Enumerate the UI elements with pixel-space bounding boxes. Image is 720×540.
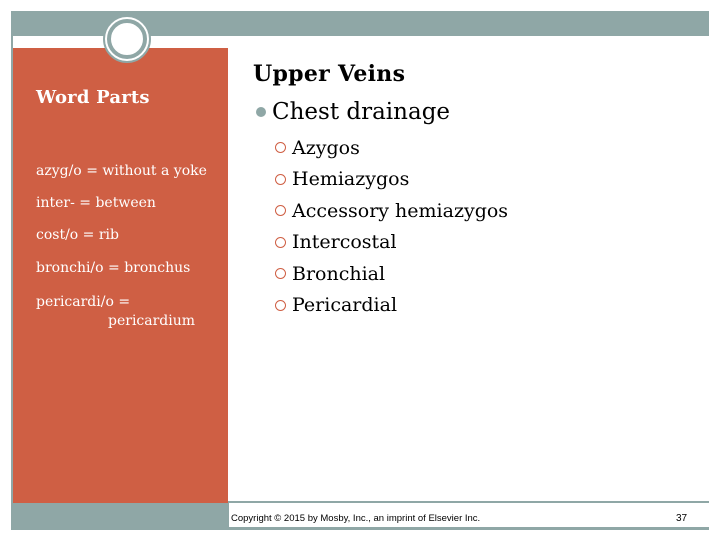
word-part-item: bronchi/o = bronchus [36, 260, 191, 276]
sub-bullet-text: Pericardial [292, 294, 398, 317]
bullet-text: Chest drainage [272, 99, 451, 125]
ring-bullet-icon [275, 205, 286, 216]
word-part-item: inter- = between [36, 195, 156, 211]
bullet-item [256, 99, 450, 125]
sub-bullet-item [275, 290, 508, 322]
ring-bullet-icon [275, 268, 286, 279]
sub-bullet-text: Azygos [292, 136, 360, 159]
page-number: 37 [676, 513, 688, 524]
sub-bullet-item [275, 132, 508, 164]
ring-bullet-icon [275, 174, 286, 185]
copyright-text: Copyright © 2015 by Mosby, Inc., an imprint of Elsevier Inc. [231, 513, 481, 524]
sub-bullet-text: Accessory hemiazygos [292, 199, 509, 222]
sub-bullet-item [275, 227, 508, 259]
sub-bullet-item [275, 258, 508, 290]
word-part-item: cost/o = rib [36, 227, 119, 243]
bullet-dot-icon [256, 107, 266, 117]
word-part-item: pericardi/o = [36, 294, 131, 310]
sub-bullet-text: Bronchial [292, 262, 386, 285]
ring-bullet-icon [275, 237, 286, 248]
sub-bullet-item [275, 195, 508, 227]
panel-title: Word Parts [36, 87, 150, 108]
sub-bullet-text: Intercostal [292, 231, 397, 254]
ring-ornament-icon [102, 14, 152, 64]
slide-title: Upper Veins [253, 61, 406, 87]
ring-bullet-icon [275, 142, 286, 153]
sub-bullet-text: Hemiazygos [292, 168, 410, 191]
sub-bullet-list [275, 132, 508, 321]
ring-bullet-icon [275, 300, 286, 311]
sub-bullet-item [275, 164, 508, 196]
word-part-item-continuation: pericardium [108, 313, 196, 329]
word-part-item: azyg/o = without a yoke [36, 163, 207, 179]
